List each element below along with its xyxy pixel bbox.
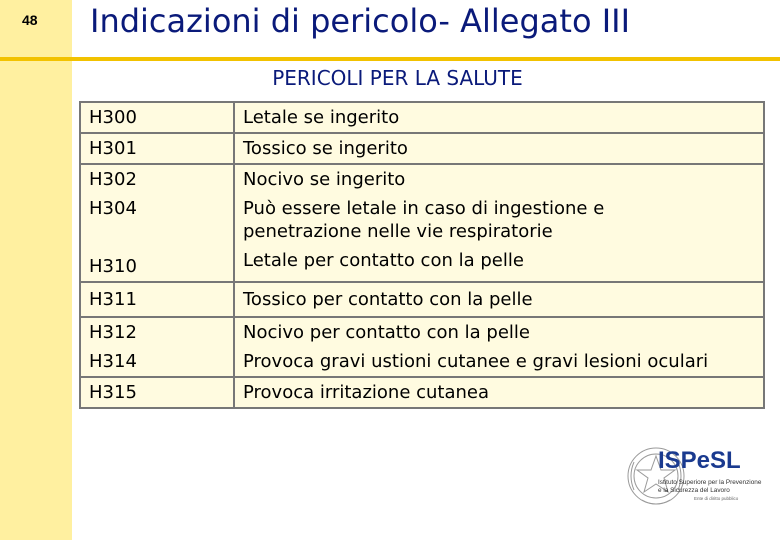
hazard-description: Tossico per contatto con la pelle [243, 289, 533, 310]
logo-line-1: Istituto Superiore per la Prevenzione [658, 479, 762, 486]
logo-line-3: Ente di diritto pubblico [694, 496, 739, 501]
hazard-code: H301 [89, 138, 137, 159]
hazard-description-cell [234, 102, 764, 133]
hazard-code: H304 [89, 198, 137, 219]
table-row [80, 317, 764, 377]
hazard-description: Letale se ingerito [243, 107, 400, 128]
hazard-description: Tossico se ingerito [243, 138, 408, 159]
slide-title: Indicazioni di pericolo- Allegato III [90, 2, 630, 40]
hazard-description-cell [234, 282, 764, 317]
hazard-description-cell [234, 133, 764, 164]
table-row [80, 377, 764, 408]
hazard-code-spacer [89, 223, 225, 252]
hazard-code-cell [80, 317, 234, 377]
hazard-description-cell [234, 164, 764, 282]
hazard-description: Può essere letale in caso di ingestione e [243, 198, 605, 219]
title-divider [0, 57, 780, 61]
slide-number: 48 [22, 12, 38, 28]
hazard-description: penetrazione nelle vie respiratorie [243, 221, 553, 242]
hazard-code-cell [80, 102, 234, 133]
hazard-code: H302 [89, 169, 137, 190]
hazard-description: Letale per contatto con la pelle [243, 250, 524, 271]
hazard-description: Provoca irritazione cutanea [243, 382, 490, 403]
hazard-code: H312 [89, 322, 137, 343]
hazard-code-cell [80, 282, 234, 317]
hazard-description-cell [234, 317, 764, 377]
ispesl-logo [624, 434, 774, 524]
hazard-code: H310 [89, 256, 137, 277]
hazard-code: H315 [89, 382, 137, 403]
hazard-description: Nocivo per contatto con la pelle [243, 322, 531, 343]
table-row [80, 102, 764, 133]
table-row [80, 164, 764, 282]
hazard-code: H300 [89, 107, 137, 128]
hazard-statements-table [79, 101, 765, 409]
table-row [80, 282, 764, 317]
hazard-description-cell [234, 377, 764, 408]
hazard-code-cell [80, 377, 234, 408]
logo-name: ISPeSL [658, 447, 741, 474]
hazard-description: Provoca gravi ustioni cutanee e gravi lesioni oculari [243, 351, 709, 372]
hazard-description: Nocivo se ingerito [243, 169, 406, 190]
hazard-code-cell [80, 164, 234, 282]
hazard-code-cell [80, 133, 234, 164]
hazard-code: H314 [89, 351, 137, 372]
logo-line-2: e la Sicurezza del Lavoro [658, 487, 730, 494]
section-subtitle: PERICOLI PER LA SALUTE [272, 66, 523, 90]
hazard-code: H311 [89, 289, 137, 310]
table-row [80, 133, 764, 164]
